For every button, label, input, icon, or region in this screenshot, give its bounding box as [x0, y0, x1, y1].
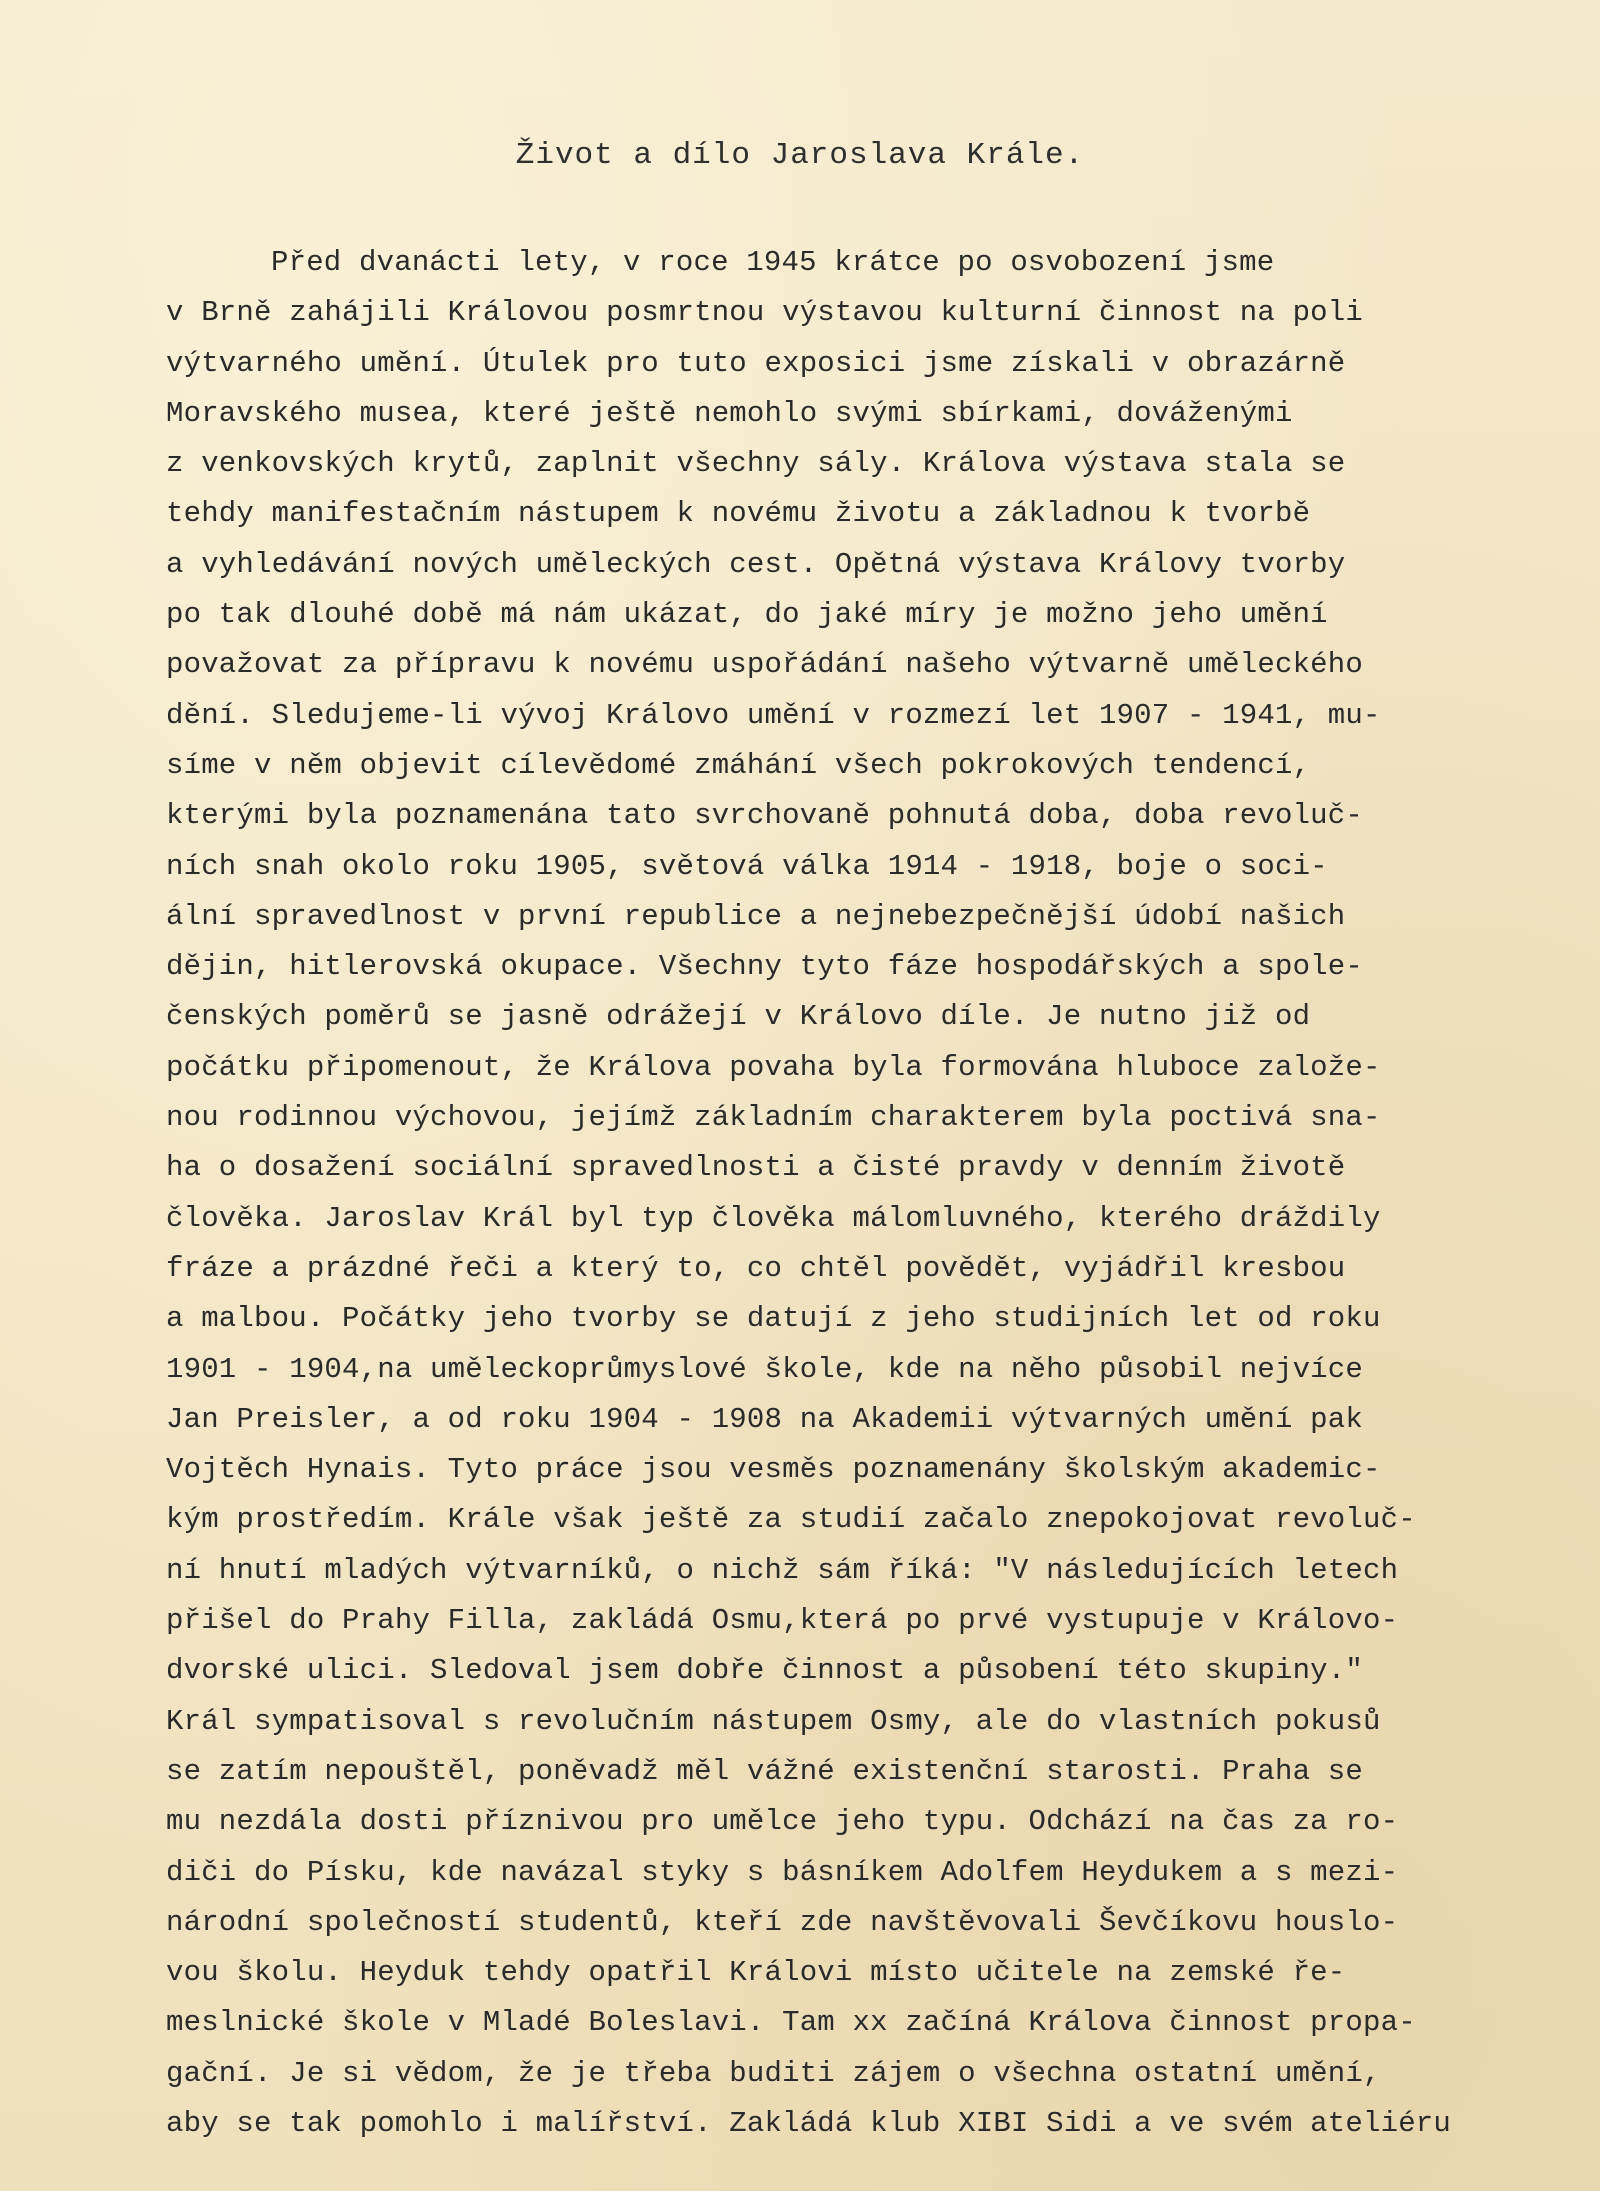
text-line: Moravského musea, které ještě nemohlo svými sbírkami, dováženými	[166, 396, 1293, 430]
document-body	[166, 238, 1546, 2149]
text-line: nou rodinnou výchovou, jejímž základním charakterem byla poctivá sna-	[166, 1101, 1381, 1135]
text-line: Vojtěch Hynais. Tyto práce jsou vesměs poznamenány školským akademic-	[166, 1453, 1381, 1487]
text-line: mu nezdála dosti příznivou pro umělce jeho typu. Odchází na čas za ro-	[166, 1805, 1399, 1839]
text-line: diči do Písku, kde navázal styky s básníkem Adolfem Heydukem a s mezi-	[166, 1855, 1399, 1889]
text-line: Před dvanácti lety, v roce 1945 krátce po osvobození jsme	[271, 246, 1275, 279]
text-line: výtvarného umění. Útulek pro tuto exposici jsme získali v obrazárně	[166, 346, 1346, 380]
text-line: v Brně zahájili Královou posmrtnou výstavou kulturní činnost na poli	[166, 296, 1363, 330]
text-line: kterými byla poznamenána tato svrchovaně pohnutá doba, doba revoluč-	[166, 799, 1363, 833]
text-line: aby se tak pomohlo i malířství. Zakládá klub XIBI Sidi a ve svém ateliéru	[166, 2106, 1452, 2140]
text-line: člověka. Jaroslav Král byl typ člověka málomluvného, kterého dráždily	[166, 1201, 1381, 1235]
text-line: fráze a prázdné řeči a který to, co chtěl povědět, vyjádřil kresbou	[166, 1251, 1346, 1285]
text-line: a vyhledávání nových uměleckých cest. Opětná výstava Královy tvorby	[166, 547, 1346, 581]
text-line: národní společností studentů, kteří zde navštěvovali Ševčíkovu houslo-	[166, 1905, 1399, 1939]
text-line: čenských poměrů se jasně odrážejí v Královo díle. Je nutno již od	[166, 1000, 1311, 1034]
text-line: 1901 - 1904,na uměleckoprůmyslové škole, kde na něho působil nejvíce	[166, 1352, 1363, 1386]
text-line: vou školu. Heyduk tehdy opatřil Královi místo učitele na zemské ře-	[166, 1956, 1346, 1990]
text-line: ních snah okolo roku 1905, světová válka 1914 - 1918, boje o soci-	[166, 849, 1328, 883]
text-line: dění. Sledujeme-li vývoj Královo umění v rozmezí let 1907 - 1941, mu-	[166, 698, 1381, 732]
text-line: síme v něm objevit cílevědomé zmáhání všech pokrokových tendencí,	[166, 748, 1311, 782]
text-line: počátku připomenout, že Králova povaha byla formována hluboce založe-	[166, 1050, 1381, 1084]
text-line: ální spravedlnost v první republice a nejnebezpečnější údobí našich	[166, 899, 1346, 933]
text-line: se zatím nepouštěl, poněvadž měl vážné existenční starosti. Praha se	[166, 1754, 1363, 1788]
text-line: Král sympatisoval s revolučním nástupem Osmy, ale do vlastních pokusů	[166, 1704, 1381, 1738]
text-line: meslnické škole v Mladé Boleslavi. Tam xx začíná Králova činnost propa-	[166, 2006, 1416, 2040]
text-line: tehdy manifestačním nástupem k novému životu a základnou k tvorbě	[166, 497, 1311, 531]
text-line: ní hnutí mladých výtvarníků, o nichž sám říká: "V následujících letech	[166, 1553, 1399, 1587]
text-line: považovat za přípravu k novému uspořádání našeho výtvarně uměleckého	[166, 648, 1363, 682]
document-title: Život a dílo Jaroslava Krále.	[515, 138, 1085, 173]
text-line: Jan Preisler, a od roku 1904 - 1908 na Akademii výtvarných umění pak	[166, 1402, 1363, 1436]
text-line: kým prostředím. Krále však ještě za studií začalo znepokojovat revoluč-	[166, 1503, 1416, 1537]
text-line: gační. Je si vědom, že je třeba buditi zájem o všechna ostatní umění,	[166, 2056, 1381, 2090]
text-line: ha o dosažení sociální spravedlnosti a čisté pravdy v denním životě	[166, 1151, 1346, 1185]
text-line: dějin, hitlerovská okupace. Všechny tyto fáze hospodářských a spole-	[166, 950, 1363, 984]
text-line: z venkovských krytů, zaplnit všechny sály. Králova výstava stala se	[166, 447, 1346, 481]
text-line: a malbou. Počátky jeho tvorby se datují z jeho studijních let od roku	[166, 1302, 1381, 1336]
text-line: po tak dlouhé době má nám ukázat, do jaké míry je možno jeho umění	[166, 598, 1328, 632]
text-line: přišel do Prahy Filla, zakládá Osmu,která po prvé vystupuje v Královo-	[166, 1604, 1399, 1638]
text-line: dvorské ulici. Sledoval jsem dobře činnost a působení této skupiny."	[166, 1654, 1363, 1688]
